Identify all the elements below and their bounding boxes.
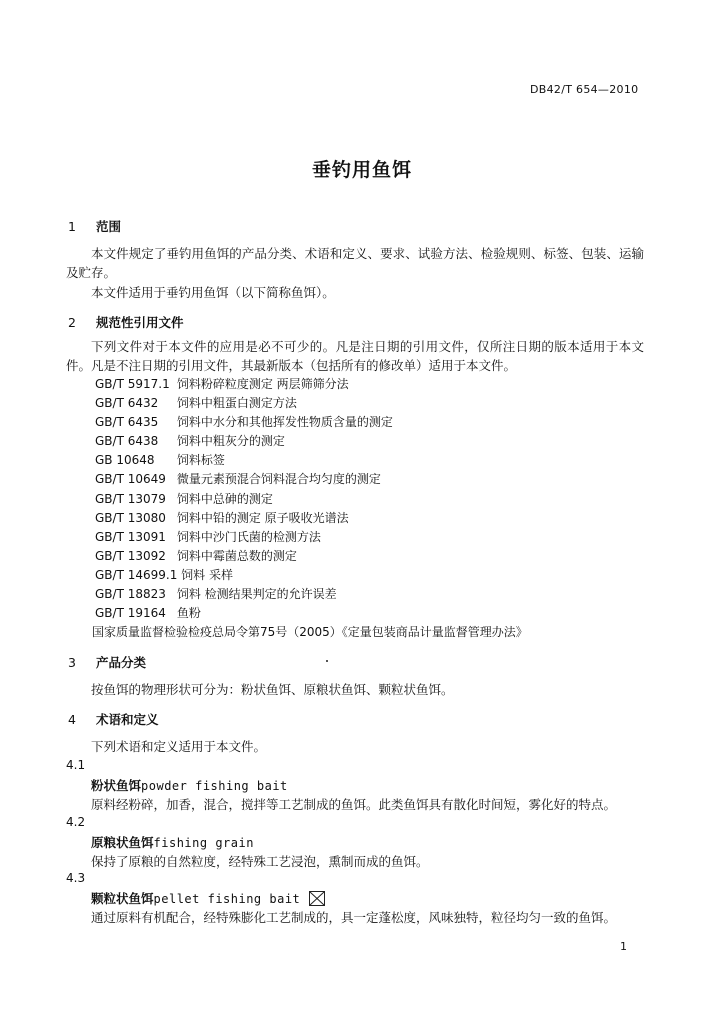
term-definition: 原料经粉碎，加香，混合，搅拌等工艺制成的鱼饵。此类鱼饵具有散化时间短，雾化好的特点。 [91, 797, 617, 812]
term-heading [91, 889, 325, 909]
reference-title: 饲料中粗蛋白测定方法 [176, 396, 297, 411]
crossed-box-icon [309, 891, 325, 909]
reference-code: GB/T 6438 [95, 434, 159, 449]
term-definition: 通过原料有机配合，经特殊膨化工艺制成的，具一定蓬松度，风味独特，粒径均匀一致的鱼饵。 [91, 910, 617, 925]
reference-title: 饲料中总砷的测定 [176, 491, 273, 506]
term-en: powder fishing bait [141, 779, 288, 793]
reference-title: 饲料 采样 [181, 567, 233, 582]
regulation-reference: 国家质量监督检验检疫总局令第75号（2005）《定量包装商品计量监督管理办法》 [92, 625, 528, 640]
term-zh: 原粮状鱼饵 [91, 835, 154, 850]
section-number: 4 [68, 712, 76, 727]
section-4-paragraph: 下列术语和定义适用于本文件。 [91, 739, 267, 754]
section-2-heading [68, 313, 184, 331]
reference-code: GB/T 13080 [95, 510, 166, 525]
reference-item [95, 451, 528, 470]
term-en: pellet fishing bait [153, 892, 301, 906]
standard-code: DB42/T 654—2010 [530, 83, 639, 96]
section-number: 3 [68, 655, 76, 670]
reference-code: GB/T 13091 [95, 529, 166, 544]
reference-item [95, 547, 528, 566]
reference-title: 饲料标签 [176, 453, 225, 468]
reference-item [95, 432, 528, 451]
reference-code: GB/T 5917.1 [95, 377, 170, 391]
reference-code: GB 10648 [95, 453, 155, 468]
page-number: 1 [620, 940, 627, 953]
reference-item [95, 566, 528, 585]
section-2-paragraph: 下列文件对于本文件的应用是必不可少的。凡是注日期的引用文件，仅所注日期的版本适用于本文件。凡是不注日期的引用文件，其最新版本（包括所有的修改单）适用于本文件。 [66, 339, 644, 373]
reference-title: 饲料中铅的测定 原子吸收光谱法 [176, 510, 349, 525]
reference-item [95, 394, 528, 413]
reference-item [95, 509, 528, 528]
reference-item [95, 585, 528, 604]
reference-code: GB/T 6432 [95, 396, 159, 411]
term-zh: 粉状鱼饵 [91, 778, 142, 793]
section-number: 2 [68, 315, 76, 330]
section-3-paragraph: 按鱼饵的物理形状可分为：粉状鱼饵、原粮状鱼饵、颗粒状鱼饵。 [91, 682, 454, 697]
reference-title: 饲料中粗灰分的测定 [176, 434, 285, 449]
reference-item [95, 413, 528, 432]
reference-code: GB/T 6435 [95, 415, 159, 430]
section-3-heading [68, 653, 146, 671]
term-zh: 颗粒状鱼饵 [91, 891, 154, 906]
term-number: 4.1 [66, 758, 86, 772]
reference-item [95, 470, 528, 489]
reference-title: 饲料中沙门氏菌的检测方法 [176, 529, 321, 544]
term-definition: 保持了原粮的自然粒度，经特殊工艺浸泡，熏制而成的鱼饵。 [91, 854, 429, 869]
reference-list [92, 375, 528, 642]
reference-code: GB/T 19164 [95, 606, 166, 621]
reference-code: GB/T 10649 [95, 472, 166, 487]
reference-title: 微量元素预混合饲料混合均匀度的测定 [176, 472, 381, 487]
reference-title: 饲料粉碎粒度测定 两层筛筛分法 [176, 377, 349, 391]
section-number: 1 [68, 219, 76, 234]
term-number: 4.2 [66, 815, 86, 829]
reference-item [95, 528, 528, 547]
term-number: 4.3 [66, 871, 86, 885]
section-1-paragraph-2: 本文件适用于垂钓用鱼饵（以下简称鱼饵）。 [91, 285, 335, 300]
section-1-paragraph-1: 本文件规定了垂钓用鱼饵的产品分类、术语和定义、要求、试验方法、检验规则、标签、包装、运输及贮存。 [66, 246, 644, 280]
section-title: 规范性引用文件 [96, 315, 184, 330]
reference-code: GB/T 18823 [95, 587, 166, 602]
reference-title: 鱼粉 [176, 606, 201, 621]
reference-code: GB/T 13079 [95, 491, 166, 506]
reference-item [95, 375, 528, 394]
term-en: fishing grain [153, 836, 254, 850]
term-heading [91, 833, 254, 851]
section-1-heading [68, 217, 121, 235]
reference-item [95, 604, 528, 623]
reference-title: 饲料 检测结果判定的允许误差 [176, 587, 337, 602]
scan-speck [326, 660, 328, 662]
document-title: 垂钓用鱼饵 [311, 159, 412, 181]
section-title: 术语和定义 [96, 712, 159, 727]
reference-code: GB/T 13092 [95, 548, 166, 563]
term-heading [91, 776, 288, 794]
section-title: 范围 [96, 219, 122, 234]
reference-title: 饲料中霉菌总数的测定 [176, 548, 297, 563]
reference-code: GB/T 14699.1 [95, 567, 178, 582]
section-4-heading [68, 710, 159, 728]
section-title: 产品分类 [96, 655, 147, 670]
reference-title: 饲料中水分和其他挥发性物质含量的测定 [176, 415, 393, 430]
reference-item [95, 490, 528, 509]
